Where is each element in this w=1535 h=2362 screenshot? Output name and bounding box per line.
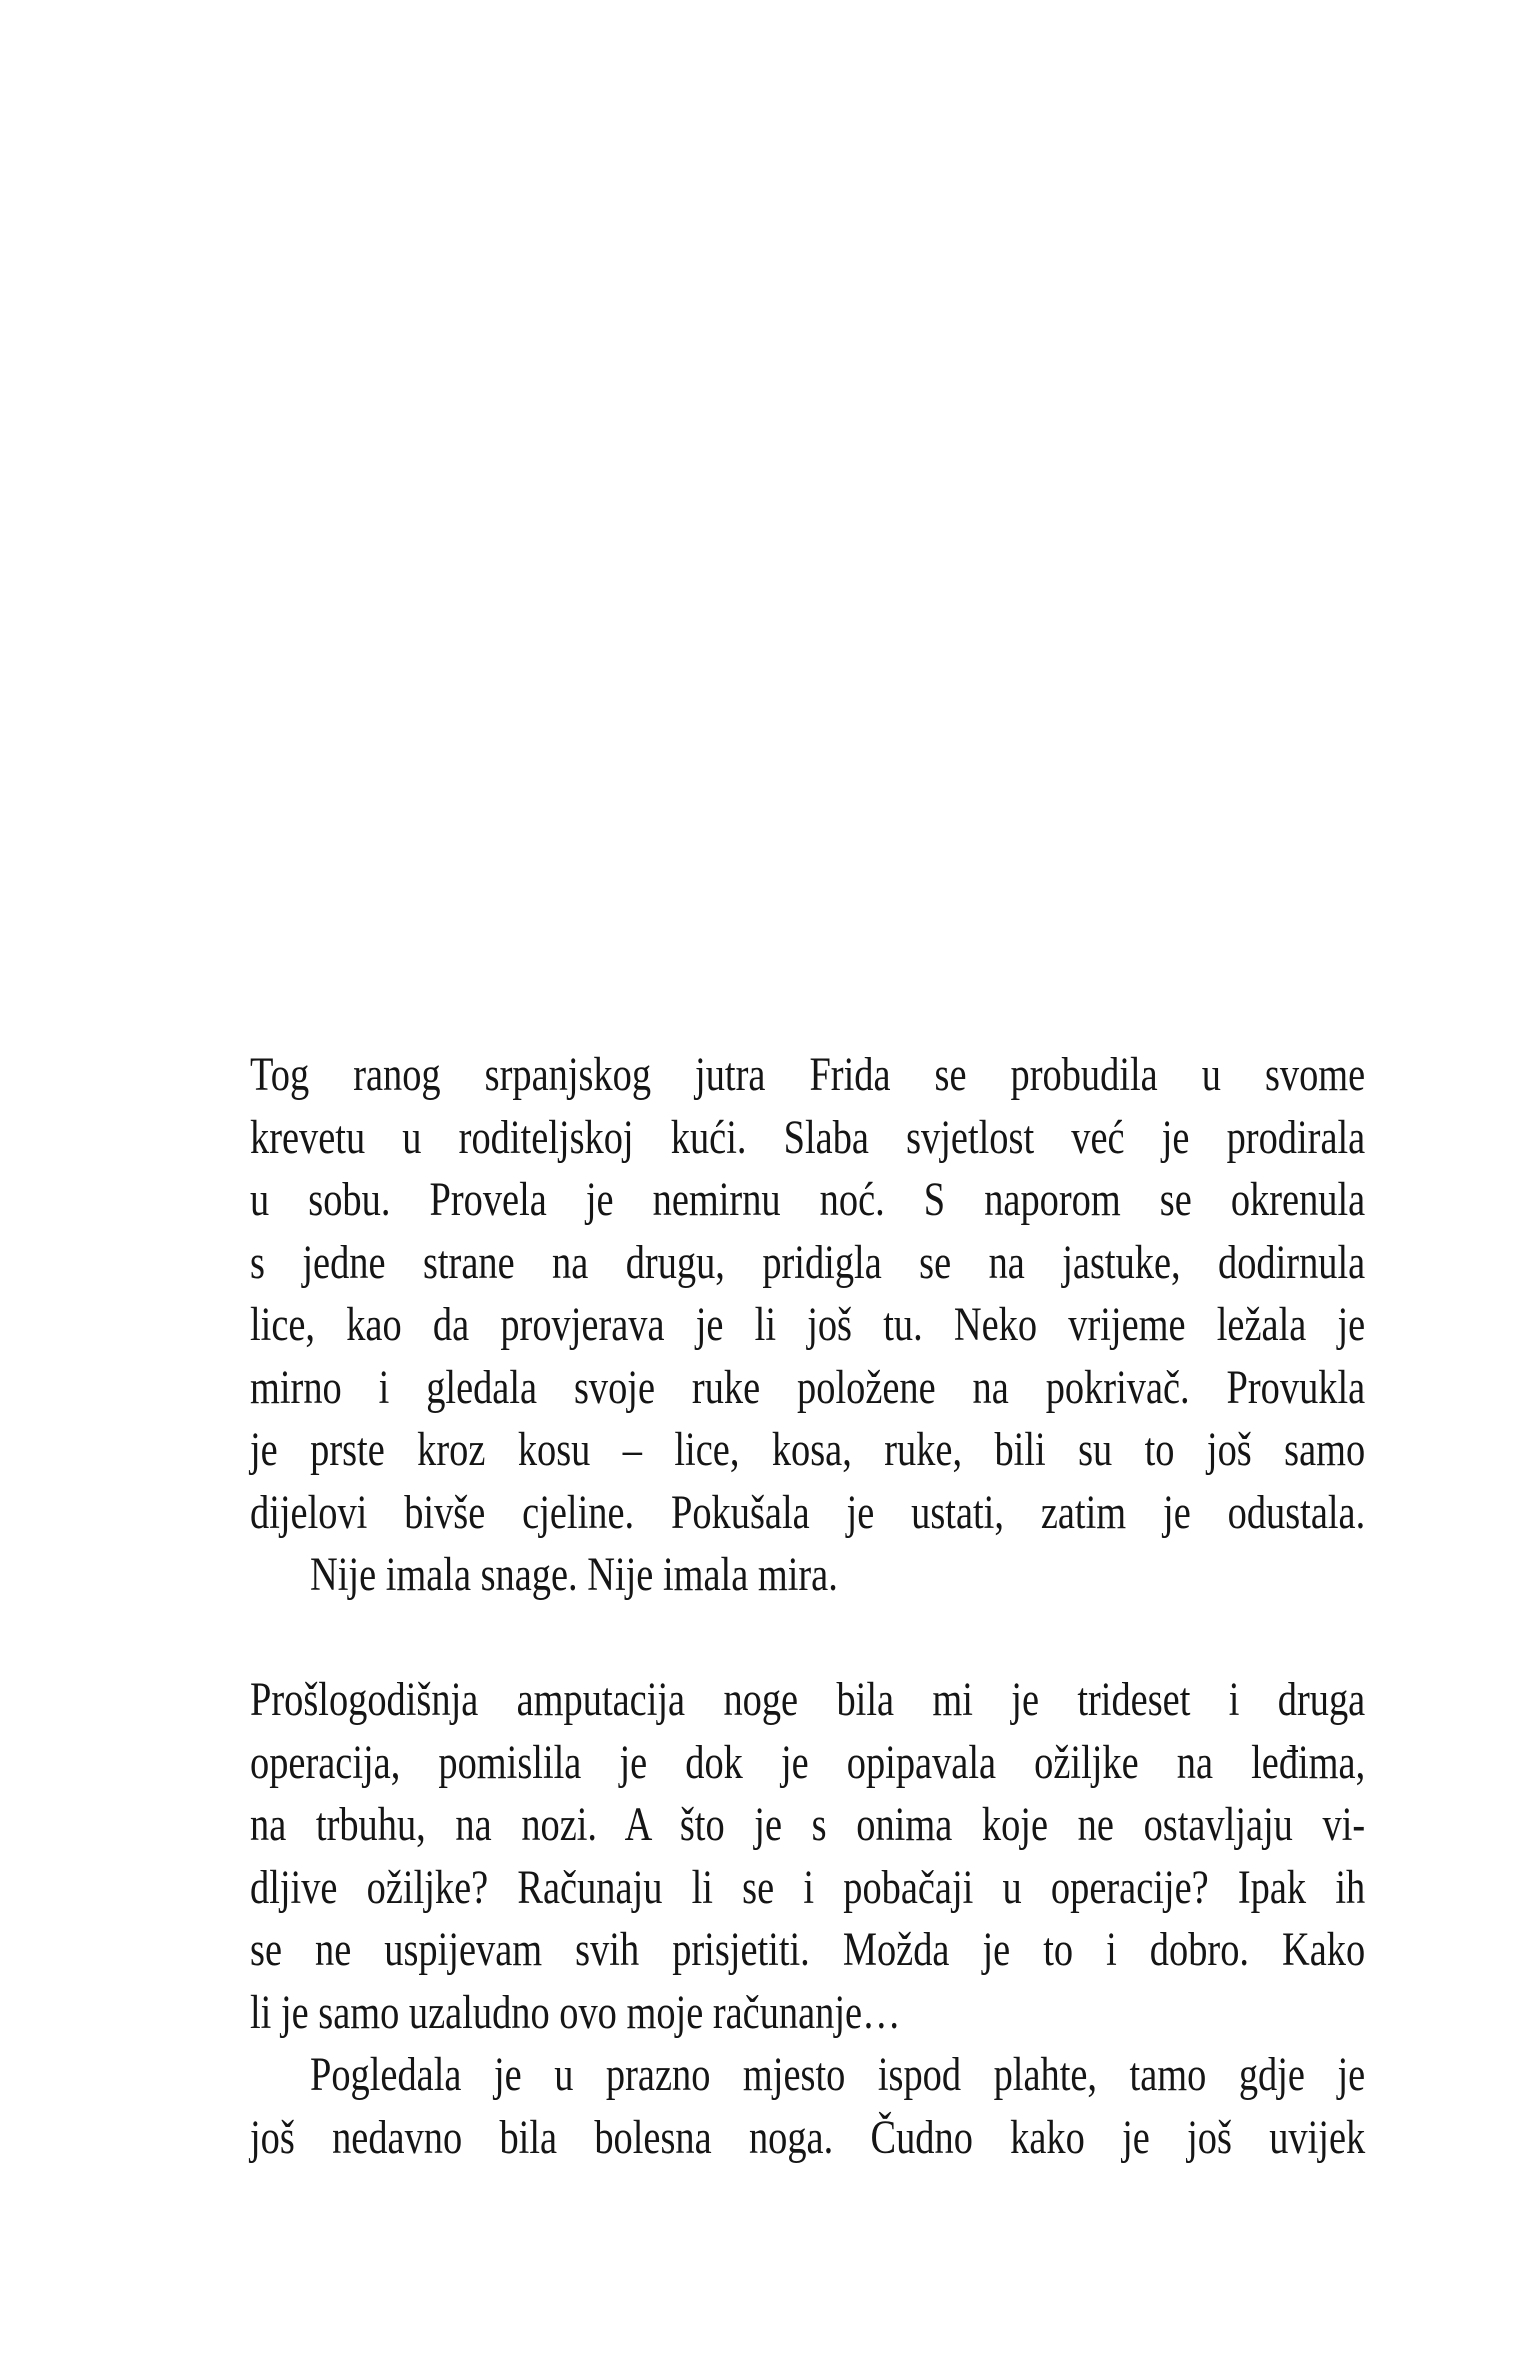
text-line: Prošlogodišnja amputacija noge bila mi je trideset i druga [250,1673,1366,1726]
text-line: se ne uspijevam svih prisjetiti. Možda je to i dobro. Kako [250,1923,1366,1976]
text-line: je prste kroz kosu – lice, kosa, ruke, bili su to još samo [250,1423,1366,1476]
text-line: Pogledala je u prazno mjesto ispod plahte, tamo gdje je [310,2048,1366,2101]
text-line: Tog ranog srpanjskog jutra Frida se probudila u svome [250,1048,1366,1101]
text-line: li je samo uzaludno ovo moje računanje… [250,1985,901,2039]
text-line: operacija, pomislila je dok je opipavala ožiljke na leđima, [250,1735,1366,1789]
text-line: krevetu u roditeljskoj kući. Slaba svjetlost već je prodirala [250,1110,1366,1164]
text-line: na trbuhu, na nozi. A što je s onima koje ne ostavljaju vi- [250,1798,1366,1851]
text-line: dijelovi bivše cjeline. Pokušala je ustati, zatim je odustala. [250,1485,1366,1539]
paragraph-gap [250,1607,1365,1670]
text-line: u sobu. Provela je nemirnu noć. S naporom se okrenula [250,1173,1366,1226]
text-line: s jedne strane na drugu, pridigla se na jastuke, dodirnula [250,1235,1366,1289]
text-line: mirno i gledala svoje ruke položene na pokrivač. Provukla [250,1360,1366,1414]
text-line: dljive ožiljke? Računaju li se i pobačaji u operacije? Ipak ih [250,1860,1366,1914]
text-line: Nije imala snage. Nije imala mira. [310,1548,838,1601]
text-line: lice, kao da provjerava je li još tu. Neko vrijeme ležala je [250,1298,1366,1351]
text-line: još nedavno bila bolesna noga. Čudno kako je još uvijek [250,2110,1366,2164]
page-text-block [250,1044,1365,2169]
